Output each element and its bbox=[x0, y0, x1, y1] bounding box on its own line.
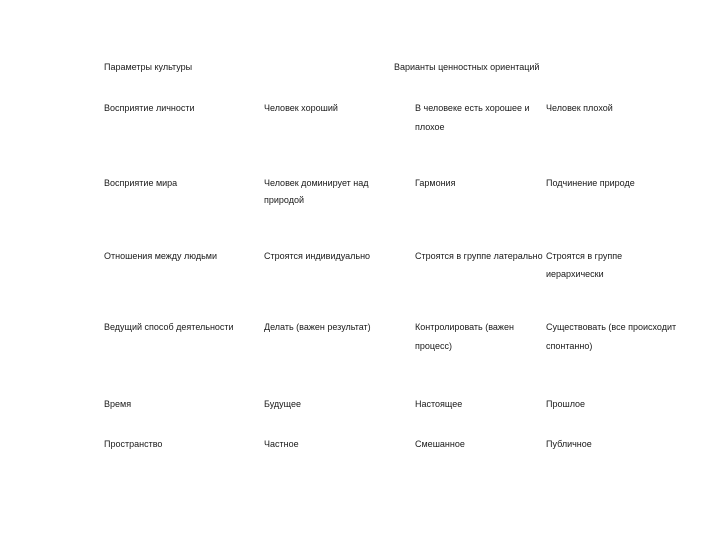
row-variant-b: Контролировать (важен bbox=[415, 322, 514, 332]
row-variant-b-cont: плохое bbox=[415, 122, 445, 132]
row-variant-b-cont: процесс) bbox=[415, 341, 452, 351]
row-variant-c: Строятся в группе bbox=[546, 251, 623, 261]
row-variant-c-cont: иерархически bbox=[546, 269, 604, 279]
row-parameter: Пространство bbox=[104, 439, 163, 449]
row-variant-b: В человеке есть хорошее и bbox=[415, 103, 530, 113]
row-variant-c: Публичное bbox=[546, 439, 592, 449]
row-parameter: Восприятие мира bbox=[104, 178, 178, 188]
row-variant-c: Прошлое bbox=[546, 399, 586, 409]
row-variant-c: Подчинение природе bbox=[546, 178, 635, 188]
row-variant-a: Частное bbox=[264, 439, 299, 449]
header-culture-parameters: Параметры культуры bbox=[104, 62, 193, 72]
row-parameter: Восприятие личности bbox=[104, 103, 195, 113]
row-variant-a: Человек доминирует над bbox=[264, 178, 369, 188]
row-parameter: Время bbox=[104, 399, 132, 409]
row-variant-a: Человек хороший bbox=[264, 103, 338, 113]
row-variant-a: Делать (важен результат) bbox=[264, 322, 371, 332]
row-parameter: Отношения между людьми bbox=[104, 251, 218, 261]
row-variant-a: Строятся индивидуально bbox=[264, 251, 371, 261]
row-variant-c: Человек плохой bbox=[546, 103, 613, 113]
row-variant-b: Смешанное bbox=[415, 439, 465, 449]
row-variant-a-cont: природой bbox=[264, 195, 305, 205]
row-variant-c-cont: спонтанно) bbox=[546, 341, 593, 351]
row-variant-b: Гармония bbox=[415, 178, 456, 188]
row-variant-b: Строятся в группе латерально bbox=[415, 251, 543, 261]
row-variant-b: Настоящее bbox=[415, 399, 463, 409]
row-variant-a: Будущее bbox=[264, 399, 301, 409]
header-value-orientations: Варианты ценностных ориентаций bbox=[394, 62, 540, 72]
row-parameter: Ведущий способ деятельности bbox=[104, 322, 234, 332]
row-variant-c: Существовать (все происходит bbox=[546, 322, 677, 332]
